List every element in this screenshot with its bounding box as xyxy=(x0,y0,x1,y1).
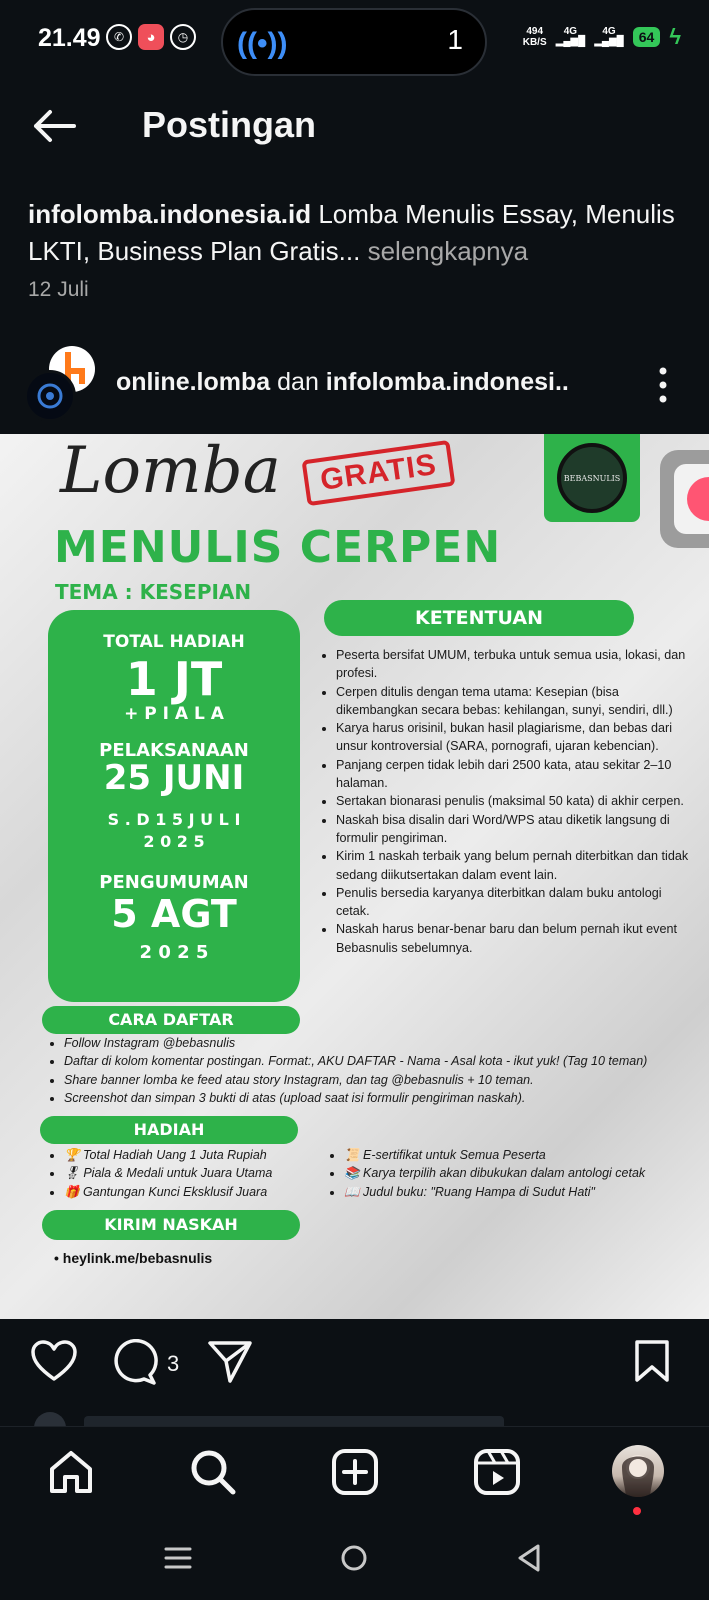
status-right xyxy=(523,24,681,50)
rule-item: • Karya harus orisinil, bukan hasil plagiarisme, dan bebas dari unsur kontroversial (SARA, pornografi, ujaran kebencian). xyxy=(336,719,695,756)
system-navigation xyxy=(0,1516,709,1600)
until-date: S . D 1 5 J U L I xyxy=(107,810,241,829)
profile-avatar[interactable] xyxy=(612,1445,664,1497)
gratis-stamp: GRATIS xyxy=(302,440,456,506)
pelaksanaan-label: PELAKSANAAN xyxy=(99,740,249,761)
year-2: 2 0 2 5 xyxy=(139,942,209,963)
avatar-online-lomba[interactable] xyxy=(24,370,76,422)
battery-level: 64 xyxy=(633,27,661,47)
status-bar xyxy=(0,0,709,80)
hadiah-item: • 📚 Karya terpilih akan dibukukan dalam antologi cetak xyxy=(344,1164,700,1182)
search-icon[interactable] xyxy=(188,1447,238,1497)
hadiah-list-left xyxy=(50,1146,330,1201)
network-type-2: 4G xyxy=(602,26,616,37)
rule-item: • Sertakan bionarasi penulis (maksimal 50 kata) di akhir cerpen. xyxy=(336,792,695,810)
net-speed-value: 494 xyxy=(526,26,544,37)
ketentuan-title: KETENTUAN xyxy=(324,600,634,636)
brand-logo-box xyxy=(544,434,640,522)
rule-item: • Kirim 1 naskah terbaik yang belum pernah diterbitkan dan tidak sedang diikutsertakan dalam event lain. xyxy=(336,847,695,884)
cara-step: • Screenshot dan simpan 3 bukti di atas (upload saat isi formulir pengiriman naskah). xyxy=(64,1089,700,1107)
hadiah-item: • 🎖 Piala & Medali untuk Juara Utama xyxy=(64,1164,330,1182)
author-joiner: dan xyxy=(270,368,326,396)
cara-daftar-list xyxy=(50,1034,700,1108)
author-names[interactable] xyxy=(116,368,569,397)
rules-list xyxy=(320,646,695,957)
pengumuman-date: 5 AGT xyxy=(111,892,237,936)
cara-step: • Share banner lomba ke feed atau story Instagram, dan tag @bebasnulis + 10 teman. xyxy=(64,1071,700,1089)
hadiah-item: • 📜 E-sertifikat untuk Semua Peserta xyxy=(344,1146,700,1164)
reels-icon[interactable] xyxy=(472,1447,522,1497)
author-1[interactable]: online.lomba xyxy=(116,368,271,396)
like-heart-icon[interactable] xyxy=(30,1339,78,1383)
record-button-frame xyxy=(674,464,709,534)
submission-link-text[interactable]: heylink.me/bebasnulis xyxy=(62,1250,213,1266)
poster-script-title: Lomba xyxy=(60,434,281,508)
back-button-icon[interactable] xyxy=(512,1540,548,1576)
post-date: 12 Juli xyxy=(28,278,89,301)
rule-item: • Penulis bersedia karyanya diterbitkan dalam buku antologi cetak. xyxy=(336,884,695,921)
bebasnulis-logo: BEBASNULIS xyxy=(557,443,627,513)
comment-bubble-icon[interactable] xyxy=(110,1339,158,1385)
more-options-icon[interactable] xyxy=(658,366,668,404)
record-icon xyxy=(687,477,709,521)
kirim-naskah-title: KIRIM NASKAH xyxy=(42,1210,300,1240)
next-post-preview-icon xyxy=(30,1406,680,1426)
network-type-1: 4G xyxy=(563,26,578,37)
signal-bars-icon: ▂▄▆█ xyxy=(555,36,586,47)
whatsapp-icon: ✆ xyxy=(106,24,132,50)
see-more-link[interactable]: selengkapnya xyxy=(367,236,529,266)
net-speed-unit: KB/S xyxy=(522,37,547,48)
create-post-icon[interactable] xyxy=(330,1447,380,1497)
pengumuman-label: PENGUMUMAN xyxy=(99,872,249,893)
bottom-navigation xyxy=(0,1426,709,1516)
home-button-icon[interactable] xyxy=(336,1540,372,1576)
net-speed xyxy=(523,26,547,48)
post-caption[interactable] xyxy=(28,196,688,270)
broadcast-icon: ((•)) xyxy=(237,27,288,60)
cara-step: • Daftar di kolom komentar postingan. Format:, AKU DAFTAR - Nama - Asal kota - ikut yuk! (Tag 10 teman) xyxy=(64,1052,700,1070)
rule-item: • Panjang cerpen tidak lebih dari 2500 kata, atau sekitar 2–10 halaman. xyxy=(336,756,695,793)
caption-text: Lomba Menulis Essay, Menulis LKTI, Business Plan Gratis... xyxy=(28,199,675,266)
rule-item: • Cerpen ditulis dengan tema utama: Kesepian (bisa dikembangkan secara bebas: kehilangan, sunyi, sendiri, dll.) xyxy=(336,683,695,720)
page-header xyxy=(0,90,709,166)
home-icon[interactable] xyxy=(46,1447,96,1497)
hadiah-title: HADIAH xyxy=(40,1116,298,1144)
poster-headline: MENULIS CERPEN xyxy=(54,522,502,573)
notification-icons xyxy=(106,24,196,50)
rule-item: • Peserta bersifat UMUM, terbuka untuk semua usia, lokasi, dan profesi. xyxy=(336,646,695,683)
recent-apps-icon[interactable] xyxy=(160,1540,196,1576)
notification-count: 1 xyxy=(447,24,463,55)
share-send-icon[interactable] xyxy=(206,1339,254,1383)
back-arrow-icon[interactable] xyxy=(30,106,78,146)
post-image[interactable] xyxy=(0,434,709,1319)
charging-icon: ϟ xyxy=(669,24,681,49)
hadiah-list-right xyxy=(330,1146,700,1201)
online-lomba-logo-icon xyxy=(35,381,65,411)
total-hadiah-value: 1 JT xyxy=(125,652,223,706)
timer-icon: ◷ xyxy=(170,24,196,50)
plus-piala: + P I A L A xyxy=(124,704,224,724)
clock: 21.49 xyxy=(38,24,101,52)
dynamic-island[interactable] xyxy=(221,8,487,76)
signal-2 xyxy=(594,27,624,47)
post-author-row xyxy=(0,344,709,424)
page-title: Postingan xyxy=(142,104,317,145)
post-actions xyxy=(0,1319,709,1409)
signal-bars-icon: ▂▄▆█ xyxy=(594,36,624,47)
app-notification-icon: ◕ xyxy=(138,24,164,50)
pelaksanaan-date: 25 JUNI xyxy=(103,758,245,798)
profile-notification-dot xyxy=(633,1507,641,1515)
comment-count: 3 xyxy=(167,1351,180,1376)
save-bookmark-icon[interactable] xyxy=(634,1339,670,1383)
cara-daftar-title: CARA DAFTAR xyxy=(42,1006,300,1034)
rule-item: • Naskah bisa disalin dari Word/WPS atau diketik langsung di formulir pengiriman. xyxy=(336,811,695,848)
submission-link[interactable]: • heylink.me/bebasnulis xyxy=(54,1250,213,1266)
poster-theme: TEMA : KESEPIAN xyxy=(55,580,252,604)
next-post-peek xyxy=(30,1406,680,1426)
cara-step: • Follow Instagram @bebasnulis xyxy=(64,1034,700,1052)
prize-card xyxy=(48,610,300,1002)
total-hadiah-label: TOTAL HADIAH xyxy=(103,632,245,652)
author-2[interactable]: infolomba.indonesi.. xyxy=(325,368,569,396)
hadiah-item: • 📖 Judul buku: "Ruang Hampa di Sudut Hati" xyxy=(344,1183,700,1201)
hadiah-item: • 🏆 Total Hadiah Uang 1 Juta Rupiah xyxy=(64,1146,330,1164)
year-1: 2 0 2 5 xyxy=(143,832,205,851)
rule-item: • Naskah harus benar-benar baru dan belum pernah ikut event Bebasnulis sebelumnya. xyxy=(336,920,695,957)
signal-1 xyxy=(556,27,586,47)
floating-record-button[interactable] xyxy=(660,450,709,548)
hadiah-item: • 🎁 Gantungan Kunci Eksklusif Juara xyxy=(64,1183,330,1201)
profile-photo-icon xyxy=(612,1445,664,1497)
caption-username[interactable]: infolomba.indonesia.id xyxy=(28,199,312,229)
